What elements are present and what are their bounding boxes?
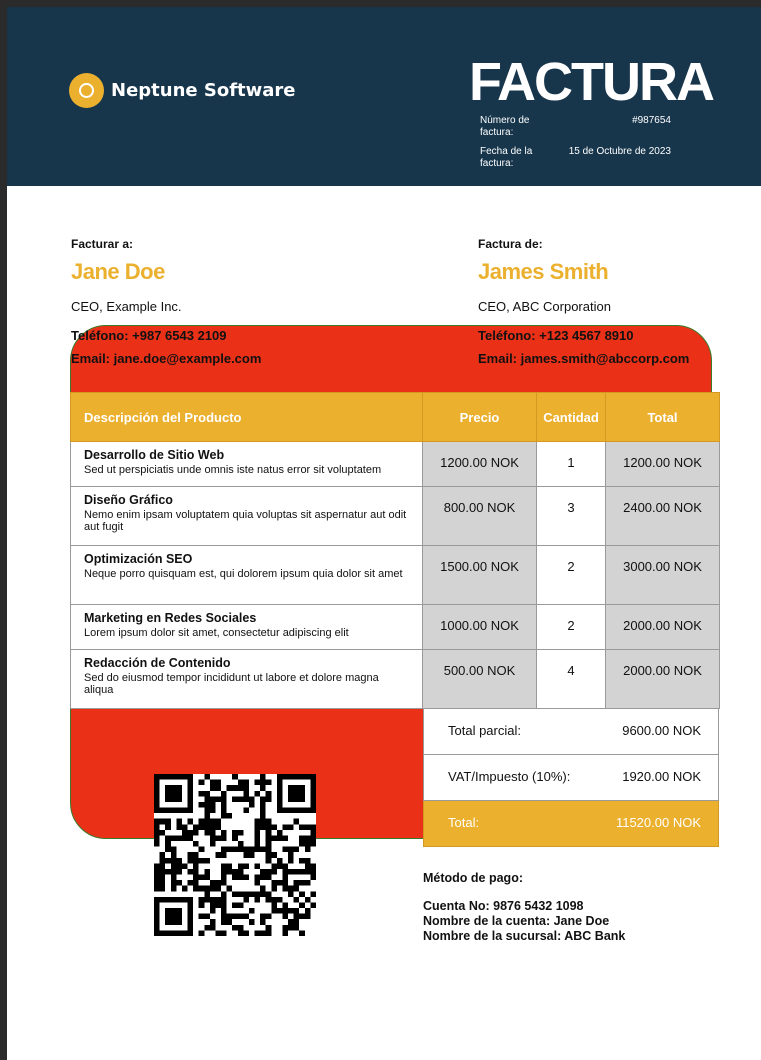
item-detail: Lorem ipsum dolor sit amet, consectetur adipiscing elit — [84, 627, 349, 639]
invoice-date: 15 de Octubre de 2023 — [568, 146, 671, 157]
subtotal-value: 9600.00 NOK — [622, 723, 701, 738]
invoice-page — [7, 7, 761, 1060]
bill-from-phone: Teléfono: +123 4567 8910 — [478, 328, 634, 343]
item-price: 1500.00 NOK — [423, 546, 537, 605]
table-row — [71, 487, 720, 546]
table-row — [71, 546, 720, 605]
bill-to-email: Email: jane.doe@example.com — [71, 351, 262, 366]
item-name: Redacción de Contenido — [84, 656, 231, 670]
item-detail: Sed do eiusmod tempor incididunt ut labore et dolore magna aliqua — [84, 672, 379, 696]
item-total: 2000.00 NOK — [606, 650, 720, 709]
item-detail: Neque porro quisquam est, qui dolorem ipsum quia dolor sit amet — [84, 568, 403, 580]
item-name: Desarrollo de Sitio Web — [84, 448, 225, 462]
item-name: Optimización SEO — [84, 552, 193, 566]
invoice-date-label: Fecha de la factura: — [480, 146, 533, 169]
item-description-cell — [71, 546, 423, 605]
item-price: 1200.00 NOK — [423, 442, 537, 487]
logo-circle-icon — [69, 73, 104, 108]
header-band — [7, 7, 761, 186]
item-price: 1000.00 NOK — [423, 605, 537, 650]
bill-from-email: Email: james.smith@abccorp.com — [478, 351, 690, 366]
item-detail: Nemo enim ipsam voluptatem quia voluptas sit aspernatur aut odit aut fugit — [84, 509, 407, 533]
item-total: 2000.00 NOK — [606, 605, 720, 650]
payment-label: Método de pago: — [423, 871, 523, 885]
tax-value: 1920.00 NOK — [622, 769, 701, 784]
subtotal-label: Total parcial: — [448, 723, 521, 738]
table-row — [71, 650, 720, 709]
item-quantity: 1 — [537, 442, 606, 487]
company-name: Neptune Software — [111, 80, 296, 101]
invoice-number: #987654 — [632, 115, 671, 126]
header-description: Descripción del Producto — [71, 393, 423, 442]
item-description-cell — [71, 650, 423, 709]
item-detail: Sed ut perspiciatis unde omnis iste natus error sit voluptatem — [84, 464, 382, 476]
bill-to-phone: Teléfono: +987 6543 2109 — [71, 328, 227, 343]
payment-account-number: Cuenta No: 9876 5432 1098 — [423, 899, 584, 913]
grand-total-row — [423, 801, 719, 847]
subtotal-row — [423, 708, 719, 755]
item-total: 3000.00 NOK — [606, 546, 720, 605]
item-quantity: 4 — [537, 650, 606, 709]
bill-from-role: CEO, ABC Corporation — [478, 299, 611, 314]
bill-from-label: Factura de: — [478, 237, 543, 251]
item-name: Diseño Gráfico — [84, 493, 173, 507]
bill-to-role: CEO, Example Inc. — [71, 299, 182, 314]
bill-to-label: Facturar a: — [71, 237, 134, 251]
item-price: 500.00 NOK — [423, 650, 537, 709]
header-price: Precio — [423, 393, 537, 442]
grand-total-value: 11520.00 NOK — [615, 815, 701, 830]
item-quantity: 3 — [537, 487, 606, 546]
table-header-row — [71, 393, 720, 442]
item-description-cell — [71, 487, 423, 546]
table-row — [71, 442, 720, 487]
table-row — [71, 605, 720, 650]
qr-code-graphic — [154, 774, 316, 936]
bill-to-name: Jane Doe — [71, 259, 165, 284]
totals-box — [423, 708, 719, 847]
item-total: 1200.00 NOK — [606, 442, 720, 487]
item-description-cell — [71, 605, 423, 650]
invoice-number-label: Número de factura: — [480, 115, 530, 138]
invoice-title: FACTURA — [469, 52, 713, 112]
item-quantity: 2 — [537, 546, 606, 605]
item-total: 2400.00 NOK — [606, 487, 720, 546]
grand-total-label: Total: — [448, 815, 480, 830]
header-quantity: Cantidad — [537, 393, 606, 442]
tax-row — [423, 755, 719, 801]
item-name: Marketing en Redes Sociales — [84, 611, 257, 625]
bill-from-name: James Smith — [478, 259, 609, 284]
payment-branch: Nombre de la sucursal: ABC Bank — [423, 929, 626, 943]
item-quantity: 2 — [537, 605, 606, 650]
payment-account-name: Nombre de la cuenta: Jane Doe — [423, 914, 610, 928]
item-description-cell — [71, 442, 423, 487]
item-price: 800.00 NOK — [423, 487, 537, 546]
items-table — [70, 392, 720, 709]
qr-code-icon — [154, 774, 316, 936]
header-total: Total — [606, 393, 720, 442]
tax-label: VAT/Impuesto (10%): — [448, 769, 571, 784]
